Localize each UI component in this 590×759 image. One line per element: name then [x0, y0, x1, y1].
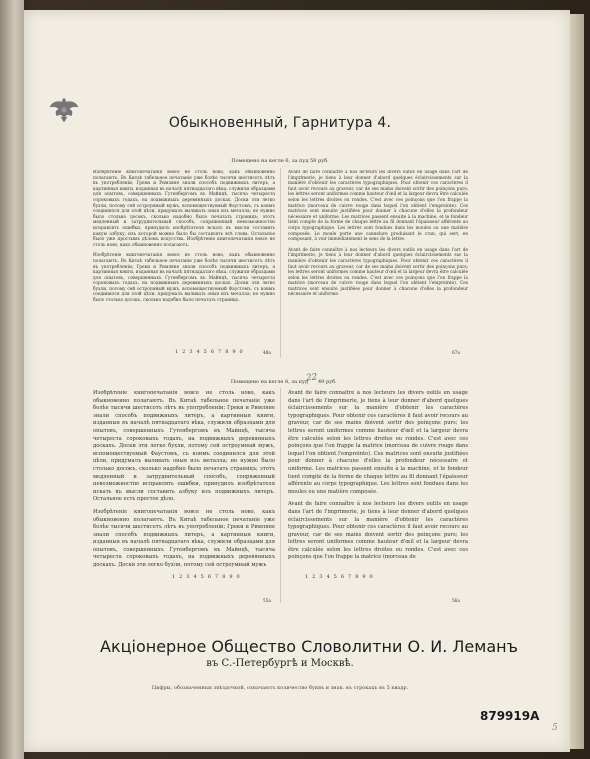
upper-french-paragraph-1: Avant de faire connaître à nos lecteurs les divers outils en usage dans l'art de l'imprimerie, je tiens à leur donner d'abord quelques éclaircissements sur la manière d'obtenir les caractères typographiques. Pour obtenir ces caractères il faut avoir recours au graveur, car de ses mains doivent sortir des poinçons purs; les lettres seront uniformes comme hauteur d'œil et la largeur devra être calculée selon les lettres droites ou rondes. C'est avec ces poinçons que l'on frappe la matrice (morceau de cuivre rouge dans lequel l'on obtient l'empreinte). Ces matrices sont ensuite justifiées pour donner à chacune d'elles la profondeur nécessaire et uniforme. Les matrices passent ensuite à la machine, et le fondeur tient compte de la forme de chaque lettre au fil donnant l'épaisseur afférente au corps typographique. Les lettres sont fondues dans les moules ou une matière composée. Le moule porte une cannelure produisant le cran, qui sert, en composant, à voir immédiatement le sens de la lettre.	[288, 170, 468, 243]
upper-right-number: 67a	[452, 350, 460, 355]
lower-russian-paragraph-1: Изобрѣтеніе книгопечатанія вовсе не столь ново, какъ обыкновенно полагаютъ. Въ Китаѣ табельное печатаніе уже болѣе тысячи шестисотъ лѣтъ въ употребленіи; Греки и Римляне знали способъ подвижныхъ литеръ, а картинныя книги, изданныя въ началѣ пятнадцатаго вѣка, служили образцами для опытовъ, совершенныхъ Гутенбергомъ въ Майнцѣ, тысяча четыреста сороковыхъ годахъ, на подвижныхъ деревянныхъ доскахъ. Доски эти легко бухли, потому сей остроумный мужъ, вспомоществуемый Фаустомъ, съ коимъ соединился для этой цѣли, придумалъ выливать оныя изъ металла; но нужно было столько досокъ, сколько надобно было печатать страницъ; этотъ медленный и затруднительный способъ, сопряженный невозможностію исправлять ошибки, принудилъ изобрѣтателя искать въ мысли составить азбуку изъ подвижныхъ литеръ. Остальное есть простое дѣло.	[93, 390, 275, 503]
typeface-title: Обыкновенный, Гарнитура 4.	[168, 115, 392, 131]
upper-left-number: 48a	[263, 350, 271, 355]
lower-russian-column	[93, 390, 275, 569]
lower-french-paragraph-2: Avant de faire connaître à nos lecteurs les divers outils en usage dans l'art de l'imprimerie, je tiens à leur donner d'abord quelques éclaircissements sur la manière d'obtenir les caractères typographiques. Pour obtenir ces caractères il faut avoir recours au graveur, car de ses mains doivent sortir des poinçons purs; les lettres seront uniformes comme hauteur d'œil et la largeur devra être calculée selon les lettres droites ou rondes. C'est avec ces poinçons que l'on frappe la matrice (morceau de	[288, 501, 468, 561]
company-cities: въ С.-Петербургѣ и Москвѣ.	[206, 658, 354, 669]
lower-french-paragraph-1: Avant de faire connaître à nos lecteurs les divers outils en usage dans l'art de l'imprimerie, je tiens à leur donner d'abord quelques éclaircissements sur la manière d'obtenir les caractères typographiques. Pour obtenir ces caractères il faut avoir recours au graveur, car de ses mains doivent sortir des poinçons purs; les lettres seront uniformes comme hauteur d'œil et la largeur devra être calculée selon les lettres droites ou rondes. C'est avec ces poinçons que l'on frappe la matrice (morceau de cuivre rouge dans lequel l'on obtient l'empreinte). Ces matrices sont ensuite justifiées pour donner à chacune d'elles la profondeur nécessaire et uniforme. Les matrices passent ensuite à la machine, et le fondeur tient compte de la forme de chaque lettre au fil donnant l'épaisseur afférente au corps typographique. Les lettres sont fondues dans les moules ou une matière composée.	[288, 390, 468, 495]
right-page-edge	[570, 14, 584, 749]
company-name: Акціонерное Общество Словолитни О. И. Леманъ	[100, 637, 518, 656]
lower-right-number: 56a	[452, 598, 460, 603]
upper-russian-column	[93, 170, 275, 346]
upper-column-divider	[280, 168, 281, 358]
double-headed-eagle-icon	[48, 94, 80, 124]
catalog-serial-number: 879919A	[480, 709, 540, 723]
upper-russian-paragraph-1: Изобрѣтеніе книгопечатанія вовсе не столь ново, какъ обыкновенно полагаютъ. Въ Китаѣ табельное печатаніе уже болѣе тысячи шестисотъ лѣтъ въ употребленіи; Греки и Римляне знали способъ подвижныхъ литеръ, а картинныя книги, изданныя въ началѣ пятнадцатаго вѣка, служили образцами для опытовъ, совершенныхъ Гутенбергомъ въ Майнцѣ, тысяча четыреста сороковыхъ годахъ, на подвижныхъ деревянныхъ досках. Доски эти легко бухли, потому сей остроумный мужъ, вспомоществуемый Фаустомъ, съ коимъ соединился для этой цѣли, придумалъ выливать оныя изъ металла; но нужно было столько досокъ, сколько надобно было печатать страницъ; этотъ медленный и затруднительный способъ, сопряженный невозможностію исправлять ошибки, принудилъ изобрѣтателя искать въ мысли составить какую азбуку, изъ которой можно было бы составлять всѣ слова. Остальное было уже простымъ дѣломъ искусства. Изобрѣтеніе книгопечатанія вовсе не столь ново, какъ обыкновенно полагаютъ.	[93, 170, 275, 248]
upper-french-paragraph-2: Avant de faire connaître à nos lecteurs les divers outils en usage dans l'art de l'imprimerie, je tiens à leur donner d'abord quelques éclaircissements sur la manière d'obtenir les caractères typographiques. Pour obtenir ces caractères il faut avoir recours au graveur, car de ses mains doivent sortir des poinçons purs; les lettres seront uniformes comme hauteur d'œil et la largeur devra être calculée selon les lettres droites ou rondes. C'est avec ces poinçons que l'on frappe la matrice (morceau de cuivre rouge dans lequel l'on obtient l'empreinte). Ces matrices sont ensuite justifiées pour donner à chacune d'elles la profondeur nécessaire et uniforme.	[288, 247, 468, 298]
lower-russian-paragraph-2: Изобрѣтеніе книгопечатанія вовсе не столь ново, какъ обыкновенно полагаютъ. Въ Китаѣ табельное печатаніе уже болѣе тысячи шестисотъ лѣтъ въ употребленіи; Греки и Римляне знали способъ подвижныхъ литеръ, а картинныя книги, изданныя въ началѣ пятнадцатаго вѣка, служили образцами для опытовъ, совершенныхъ Гутенбергомъ въ Майнцѣ, тысяча четыреста сороковыхъ годахъ, на подвижныхъ деревянныхъ доскахъ. Доски эти легко бухли, потому сей остроумный мужъ	[93, 508, 275, 569]
lower-french-column	[288, 390, 468, 569]
lower-caption: Помещено на кегле 8, за пуд	[230, 379, 308, 385]
lower-caption-tail: 49 руб.	[318, 379, 337, 385]
upper-french-column	[288, 170, 468, 346]
lower-right-digits: 1 2 3 4 5 6 7 8 9 0	[305, 574, 374, 580]
upper-caption: Помещено на кегле 6, за пуд 58 руб.	[231, 158, 329, 164]
lower-column-divider	[280, 388, 281, 603]
adjacent-page-edge	[0, 0, 24, 759]
lower-left-digits: 1 2 3 4 5 6 7 8 9 0	[172, 574, 241, 580]
pencil-annotation: 22	[305, 372, 318, 384]
corner-pencil-mark: 5	[552, 723, 558, 733]
upper-russian-paragraph-2: Изобрѣтеніе книгопечатанія вовсе не столь ново, какъ обыкновенно полагаютъ. Въ Китаѣ табельное печатаніе уже болѣе тысячи шестисотъ лѣтъ въ употребленіи; Греки и Римляне знали способъ подвижныхъ литеръ, а картинныя книги, изданныя въ началѣ пятнадцатаго вѣка, служили образцами для опытовъ, совершенныхъ Гутенбергомъ въ Майнцѣ, тысяча четыреста сороковыхъ годахъ, на подвижныхъ деревянныхъ досках. Доски эти легко бухли, потому сей остроумный мужъ, вспомоществуемый Фаустомъ, съ коимъ соединился для этой цѣли, придумалъ выливать оныя изъ металла; но нужно было столько досокъ, сколько надобно было печатать страницъ.	[93, 253, 275, 304]
footnote: Цифры, обозначенныя звѣздочкой, означаютъ количество буквъ и знак. въ строкахъ въ 5 квадр.	[151, 685, 409, 691]
upper-left-digits: 1 2 3 4 5 6 7 8 9 0	[175, 349, 244, 355]
lower-left-number: 55a	[263, 598, 271, 603]
